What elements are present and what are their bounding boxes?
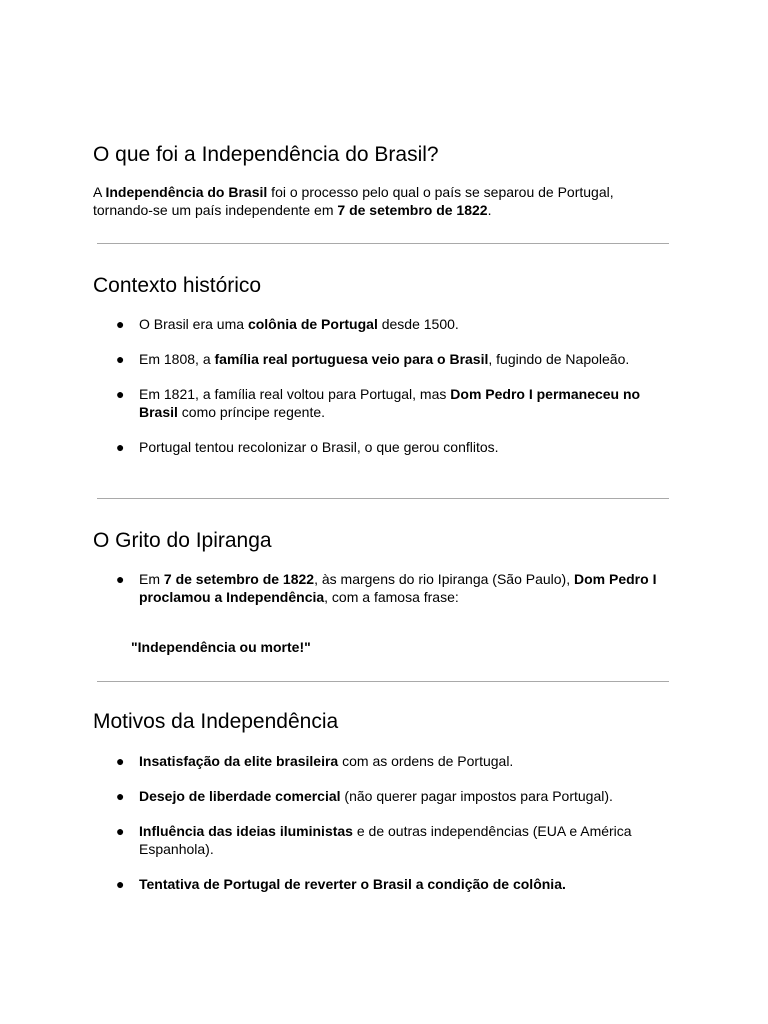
- text-run: , fugindo de Napoleão.: [488, 351, 630, 367]
- text-run: O Brasil era uma: [139, 316, 248, 332]
- text-run: .: [487, 202, 492, 218]
- text-run: e de outras independências (EUA e América Espanhola).: [139, 823, 632, 857]
- list-item-text: [139, 438, 669, 456]
- bold-text: 7 de setembro de 1822: [163, 571, 315, 587]
- bullet-icon: ●: [116, 351, 125, 367]
- heading-motivos: Motivos da Independência: [93, 710, 339, 733]
- divider: [97, 681, 669, 682]
- list-item-text: [139, 570, 669, 606]
- heading-grito-ipiranga: O Grito do Ipiranga: [93, 529, 272, 552]
- heading-contexto-historico: Contexto histórico: [93, 274, 262, 297]
- text-run: Em: [139, 571, 164, 587]
- list-item-text: [139, 752, 669, 770]
- famous-quote: "Independência ou morte!": [131, 639, 311, 655]
- list-item-text: [139, 385, 669, 421]
- text-run: (não querer pagar impostos para Portugal).: [340, 788, 613, 804]
- bullet-icon: ●: [116, 386, 125, 402]
- bold-text: Insatisfação da elite brasileira: [139, 753, 339, 769]
- text-run: , às margens do rio Ipiranga (São Paulo),: [314, 571, 574, 587]
- list-item-text: [139, 315, 669, 333]
- bold-text: colônia de Portugal: [247, 316, 378, 332]
- list-item-text: [139, 875, 669, 893]
- list-item-text: [139, 787, 669, 805]
- bold-text: família real portuguesa veio para o Brasil: [214, 351, 489, 367]
- text-run: Em 1821, a família real voltou para Portugal, mas: [139, 386, 451, 402]
- bullet-icon: ●: [116, 753, 125, 769]
- text-run: como príncipe regente.: [177, 404, 326, 420]
- bullet-icon: ●: [116, 788, 125, 804]
- bold-text: Tentativa de Portugal de reverter o Brasil a condição de colônia.: [139, 876, 566, 892]
- divider: [97, 498, 669, 499]
- intro-paragraph: [93, 183, 653, 219]
- text-run: , com a famosa frase:: [324, 589, 459, 605]
- text-run: Em 1808, a: [139, 351, 215, 367]
- text-run: com as ordens de Portugal.: [338, 753, 514, 769]
- bold-text: 7 de setembro de 1822: [337, 202, 488, 218]
- bold-text: Influência das ideias iluministas: [139, 823, 353, 839]
- bullet-icon: ●: [116, 823, 125, 839]
- bold-text: Independência do Brasil: [105, 184, 268, 200]
- heading-o-que-foi: O que foi a Independência do Brasil?: [93, 143, 439, 166]
- bold-text: Dom Pedro I permaneceu no Brasil: [139, 386, 641, 420]
- text-run: desde 1500.: [377, 316, 459, 332]
- text-run: A: [93, 184, 106, 200]
- list-item-text: [139, 822, 669, 858]
- bold-text: Desejo de liberdade comercial: [139, 788, 341, 804]
- bullet-icon: ●: [116, 876, 125, 892]
- bullet-icon: ●: [116, 571, 125, 587]
- text-run: foi o processo pelo qual o país se separou de Portugal, tornando-se um país independente em: [93, 184, 614, 218]
- bullet-icon: ●: [116, 316, 125, 332]
- divider: [97, 243, 669, 244]
- list-item-text: [139, 350, 669, 368]
- bold-text: Dom Pedro I proclamou a Independência: [139, 571, 657, 605]
- text-run: Portugal tentou recolonizar o Brasil, o que gerou conflitos.: [139, 439, 499, 455]
- bullet-icon: ●: [116, 439, 125, 455]
